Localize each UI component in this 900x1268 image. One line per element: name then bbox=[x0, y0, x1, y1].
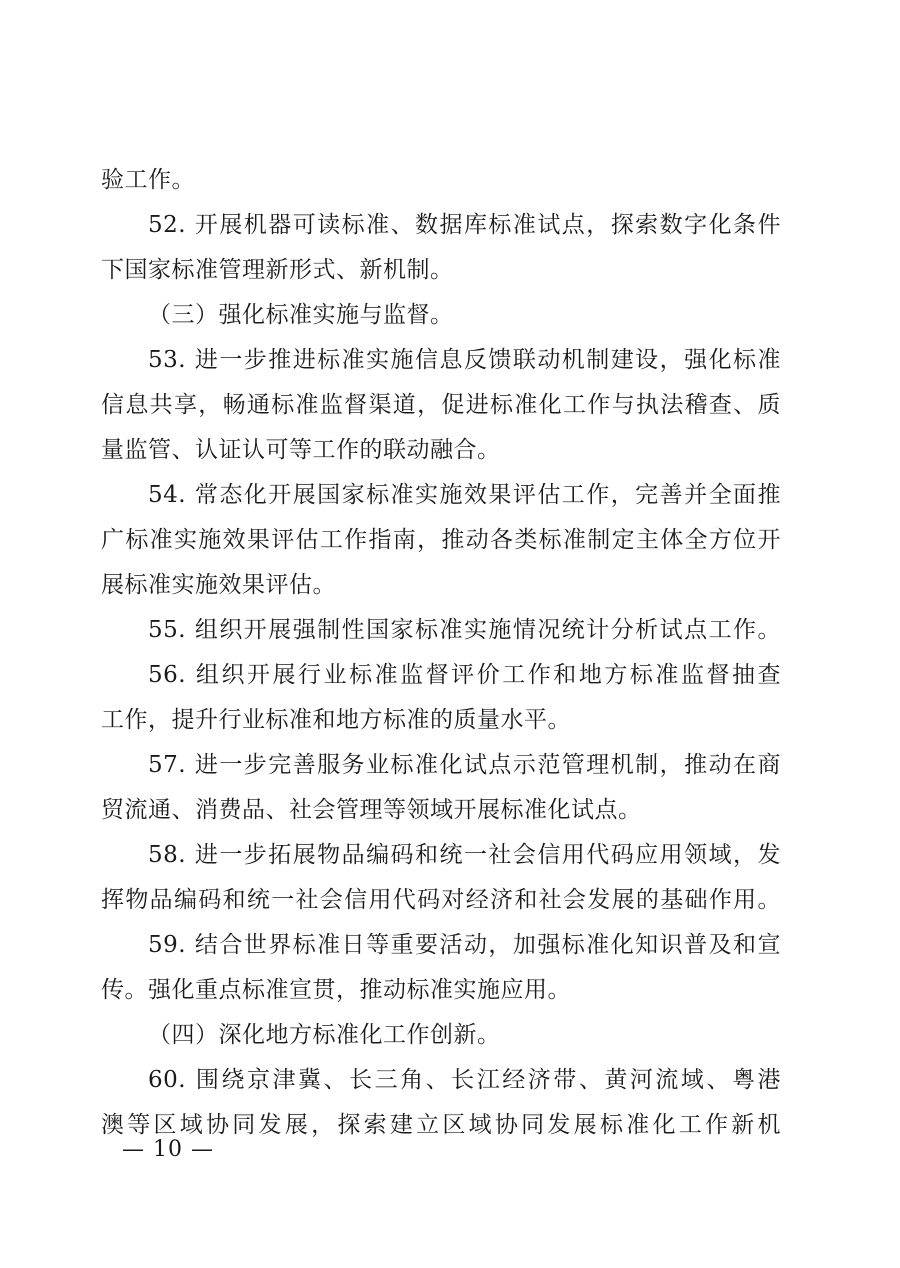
item-56-line-2: 工作，提升行业标准和地方标准的质量水平。 bbox=[101, 707, 571, 733]
item-52-line-1: 52. 开展机器可读标准、数据库标准试点，探索数字化条件 bbox=[148, 212, 781, 238]
item-54-line-2: 广标准实施效果评估工作指南，推动各类标准制定主体全方位开 bbox=[101, 527, 781, 553]
item-54-line-1: 54. 常态化开展国家标准实施效果评估工作，完善并全面推 bbox=[148, 482, 781, 508]
text-line: 验工作。 bbox=[101, 167, 195, 193]
item-53-line-1: 53. 进一步推进标准实施信息反馈联动机制建设，强化标准 bbox=[148, 347, 781, 373]
page-number: — 10 — bbox=[122, 1137, 214, 1162]
item-56-line-1: 56. 组织开展行业标准监督评价工作和地方标准监督抽查 bbox=[148, 662, 781, 688]
item-58-line-2: 挥物品编码和统一社会信用代码对经济和社会发展的基础作用。 bbox=[101, 887, 781, 913]
section-heading-3: （三）强化标准实施与监督。 bbox=[148, 302, 454, 328]
item-53-line-2: 信息共享，畅通标准监督渠道，促进标准化工作与执法稽查、质 bbox=[101, 392, 781, 418]
section-heading-4: （四）深化地方标准化工作创新。 bbox=[148, 1022, 501, 1048]
item-60-line-2: 澳等区域协同发展，探索建立区域协同发展标准化工作新机 bbox=[101, 1112, 781, 1138]
item-60-line-1: 60. 围绕京津冀、长三角、长江经济带、黄河流域、粤港 bbox=[148, 1067, 781, 1093]
item-57-line-1: 57. 进一步完善服务业标准化试点示范管理机制，推动在商 bbox=[148, 752, 781, 778]
item-58-line-1: 58. 进一步拓展物品编码和统一社会信用代码应用领域，发 bbox=[148, 842, 781, 868]
item-59-line-2: 传。强化重点标准宣贯，推动标准实施应用。 bbox=[101, 977, 571, 1003]
item-57-line-2: 贸流通、消费品、社会管理等领域开展标准化试点。 bbox=[101, 797, 642, 823]
item-53-line-3: 量监管、认证认可等工作的联动融合。 bbox=[101, 437, 501, 463]
item-52-line-2: 下国家标准管理新形式、新机制。 bbox=[101, 257, 454, 283]
item-54-line-3: 展标准实施效果评估。 bbox=[101, 572, 336, 598]
item-55-line-1: 55. 组织开展强制性国家标准实施情况统计分析试点工作。 bbox=[148, 617, 781, 643]
item-59-line-1: 59. 结合世界标准日等重要活动，加强标准化知识普及和宣 bbox=[148, 932, 781, 958]
